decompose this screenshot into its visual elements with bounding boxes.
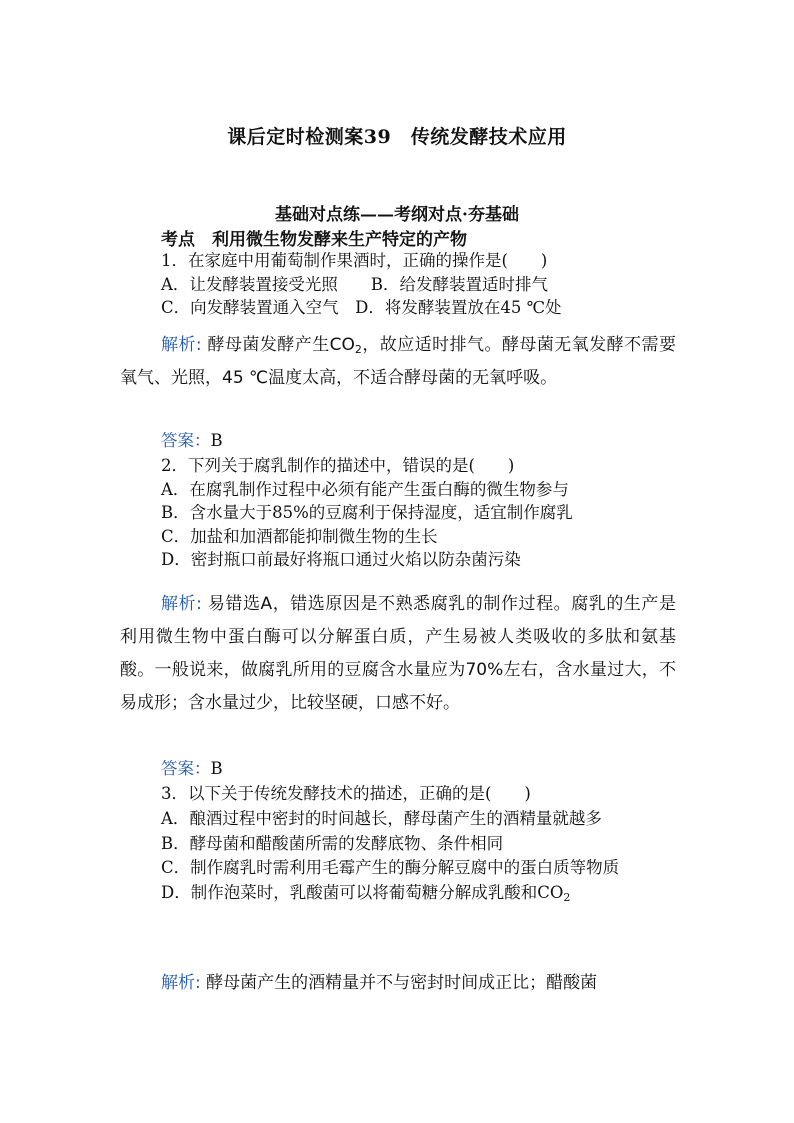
answer-label: 答案：: [161, 759, 211, 778]
options-row: C．向发酵装置通入空气 D．将发酵装置放在45 ℃处: [161, 298, 562, 317]
answer-value: B: [210, 759, 223, 778]
analysis-text: 易错选A，错选原因是不熟悉腐乳的制作过程。腐乳的生产是利用微生物中蛋白酶可以分解蛋白质，产生易被人类吸收的多肽和氨基酸。一般说来，做腐乳所用的豆腐含水量应为70%左右，含水量过大，不易成形；含水量过少，比较坚硬，口感不好。: [120, 594, 676, 713]
analysis-label: 解析:: [161, 973, 201, 993]
answer-label: 答案：: [161, 431, 211, 450]
question-stem: 2．下列关于腐乳制作的描述中，错误的是( ): [161, 456, 515, 475]
option-b: B．酵母菌和醋酸菌所需的发酵底物、条件相同: [161, 833, 504, 853]
question-stem: 3．以下关于传统发酵技术的描述，正确的是( ): [161, 784, 531, 803]
analysis-label: 解析:: [161, 594, 202, 614]
analysis-3: [120, 967, 676, 1000]
question-3: [120, 782, 676, 905]
answer-2: [120, 756, 676, 782]
document-title: 课后定时检测案39 传统发酵技术应用: [227, 126, 567, 148]
subscript: 2: [354, 343, 362, 356]
section-heading: 基础对点练——考纲对点·夯基础: [275, 205, 519, 225]
question-stem: 1．在家庭中用葡萄制作果酒时，正确的操作是( ): [161, 251, 548, 270]
option-a: A．酿酒过程中密封的时间越长，酵母菌产生的酒精量就越多: [161, 808, 602, 828]
option-d: [120, 881, 676, 905]
analysis-text: 酵母菌产生的酒精量并不与密封时间成正比；醋酸菌: [200, 973, 598, 993]
subscript: 2: [563, 891, 571, 904]
subsection-heading: 考点 利用微生物发酵来生产特定的产物: [161, 230, 467, 250]
option-c: C．加盐和加酒都能抑制微生物的生长: [161, 526, 438, 546]
option-b: B．含水量大于85%的豆腐利于保持湿度，适宜制作腐乳: [161, 503, 573, 522]
question-1: [120, 249, 676, 320]
option-d-text: D．制作泡菜时，乳酸菌可以将葡萄糖分解成乳酸和CO: [161, 883, 564, 902]
option-c: C．制作腐乳时需利用毛霉产生的酶分解豆腐中的蛋白质等物质: [161, 858, 620, 877]
option-d: D．密封瓶口前最好将瓶口通过火焰以防杂菌污染: [161, 550, 521, 569]
analysis-text: ，故应适时排气。酵母菌无氧发酵不需要氧气、光照，45 ℃温度太高，不适合酵母菌的无氧呼吸。: [120, 335, 677, 388]
options-row: A．让发酵装置接受光照 B．给发酵装置适时排气: [161, 274, 549, 294]
analysis-2: [120, 588, 676, 720]
analysis-text: 酵母菌发酵产生CO: [201, 335, 355, 355]
analysis-label: 解析:: [161, 335, 202, 355]
question-2: [120, 454, 676, 572]
answer-value: B: [210, 431, 223, 450]
analysis-1: [120, 329, 676, 395]
option-a: A．在腐乳制作过程中必须有能产生蛋白酶的微生物参与: [161, 479, 569, 499]
answer-1: [120, 428, 676, 454]
